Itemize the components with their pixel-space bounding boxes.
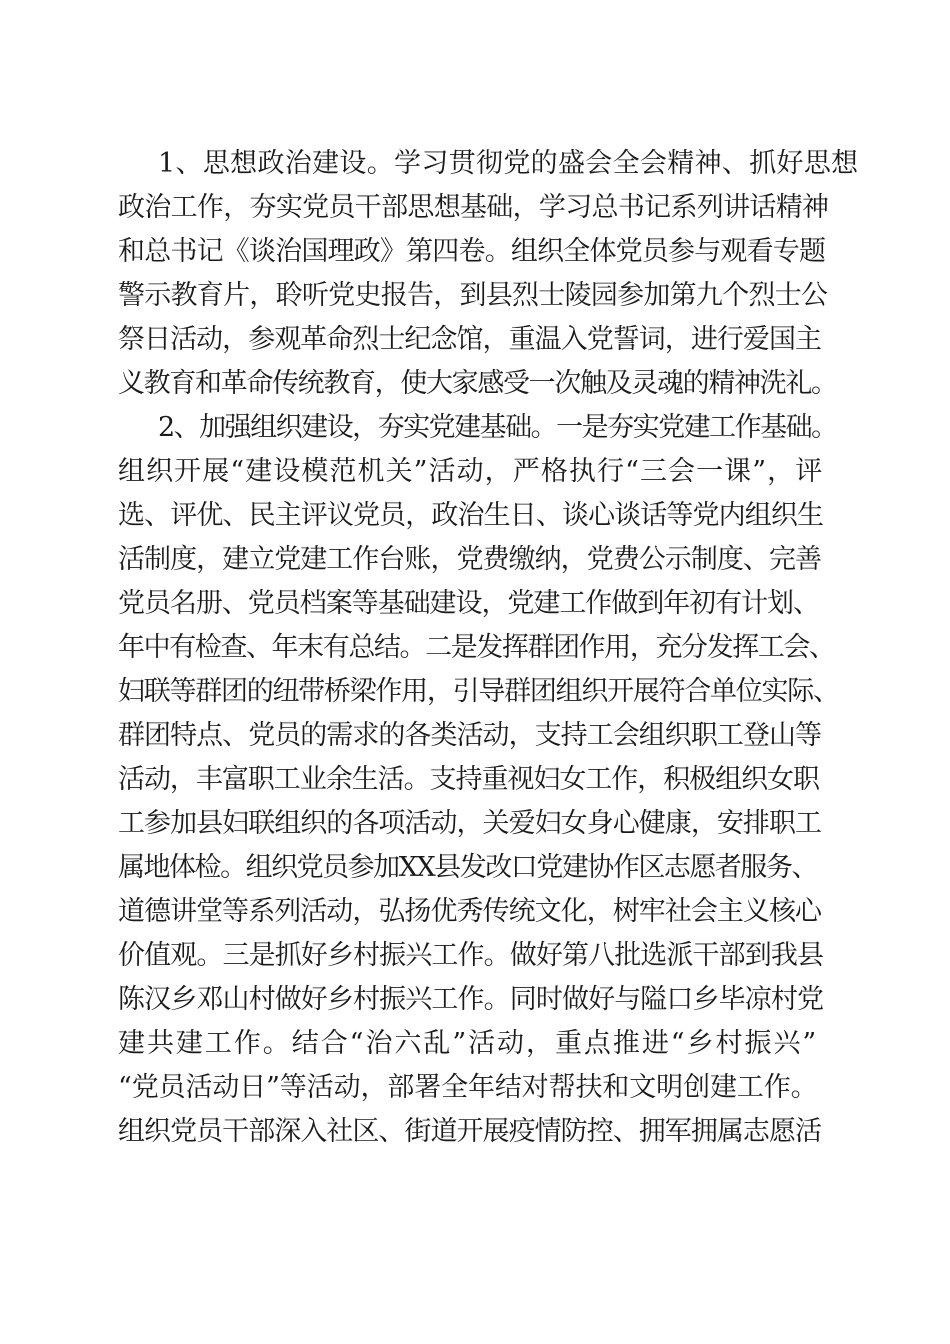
paragraph-1-line-2: 政治工作，夯实党员干部思想基础，学习总书记系列讲话精神 xyxy=(118,192,829,223)
paragraph-2-line-4: 活制度，建立党建工作台账，党费缴纳，党费公示制度、完善 xyxy=(118,544,822,575)
paragraph-1-line-3: 和总书记《谈治国理政》第四卷。组织全体党员参与观看专题 xyxy=(118,236,826,267)
paragraph-2-line-1: 2、加强组织建设，夯实党建基础。一是夯实党建工作基础。 xyxy=(158,412,837,443)
paragraph-2-line-9: 活动，丰富职工业余生活。支持重视妇女工作，积极组织女职 xyxy=(118,764,819,795)
paragraph-2-line-15: 建共建工作。结合“治六乱”活动，重点推进“乡村振兴” xyxy=(118,1028,819,1059)
paragraph-1-line-4: 警示教育片，聆听党史报告，到县烈士陵园参加第九个烈士公 xyxy=(118,280,828,311)
paragraph-1-line-5: 祭日活动，参观革命烈士纪念馆，重温入党誓词，进行爱国主 xyxy=(118,324,822,355)
paragraph-2-line-2: 组织开展“建设模范机关”活动，严格执行“三会一课”，评 xyxy=(118,456,824,487)
paragraph-2-line-8: 群团特点、党员的需求的各类活动，支持工会组织职工登山等 xyxy=(118,720,822,751)
paragraph-1-line-1: 1、思想政治建设。学习贯彻党的盛会全会精神、抓好思想 xyxy=(158,148,859,179)
paragraph-2-line-16: “党员活动日”等活动，部署全年结对帮扶和文明创建工作。 xyxy=(118,1072,818,1103)
paragraph-2-line-12: 道德讲堂等系列活动，弘扬优秀传统文化，树牢社会主义核心 xyxy=(118,896,822,927)
paragraph-2-line-5: 党员名册、党员档案等基础建设，党建工作做到年初有计划、 xyxy=(118,588,819,619)
paragraph-2-line-11: 属地体检。组织党员参加XX县发改口党建协作区志愿者服务、 xyxy=(118,852,817,883)
paragraph-2-line-3: 选、评优、民主评议党员，政治生日、谈心谈话等党内组织生 xyxy=(118,500,824,531)
paragraph-1-line-6: 义教育和革命传统教育，使大家感受一次触及灵魂的精神洗礼。 xyxy=(118,368,837,399)
paragraph-2-line-7: 妇联等群团的纽带桥梁作用，引导群团组织开展符合单位实际、 xyxy=(118,676,839,707)
paragraph-2-line-14: 陈汉乡邓山村做好乡村振兴工作。同时做好与隘口乡毕凉村党 xyxy=(118,984,824,1015)
paragraph-2-line-13: 价值观。三是抓好乡村振兴工作。做好第八批选派干部到我县 xyxy=(118,940,824,971)
paragraph-2-line-17: 组织党员干部深入社区、街道开展疫情防控、拥军拥属志愿活 xyxy=(118,1116,822,1147)
paragraph-2-line-10: 工参加县妇联组织的各项活动，关爱妇女身心健康，安排职工 xyxy=(118,808,822,839)
paragraph-2-line-6: 年中有检查、年末有总结。二是发挥群团作用，充分发挥工会、 xyxy=(118,632,835,663)
